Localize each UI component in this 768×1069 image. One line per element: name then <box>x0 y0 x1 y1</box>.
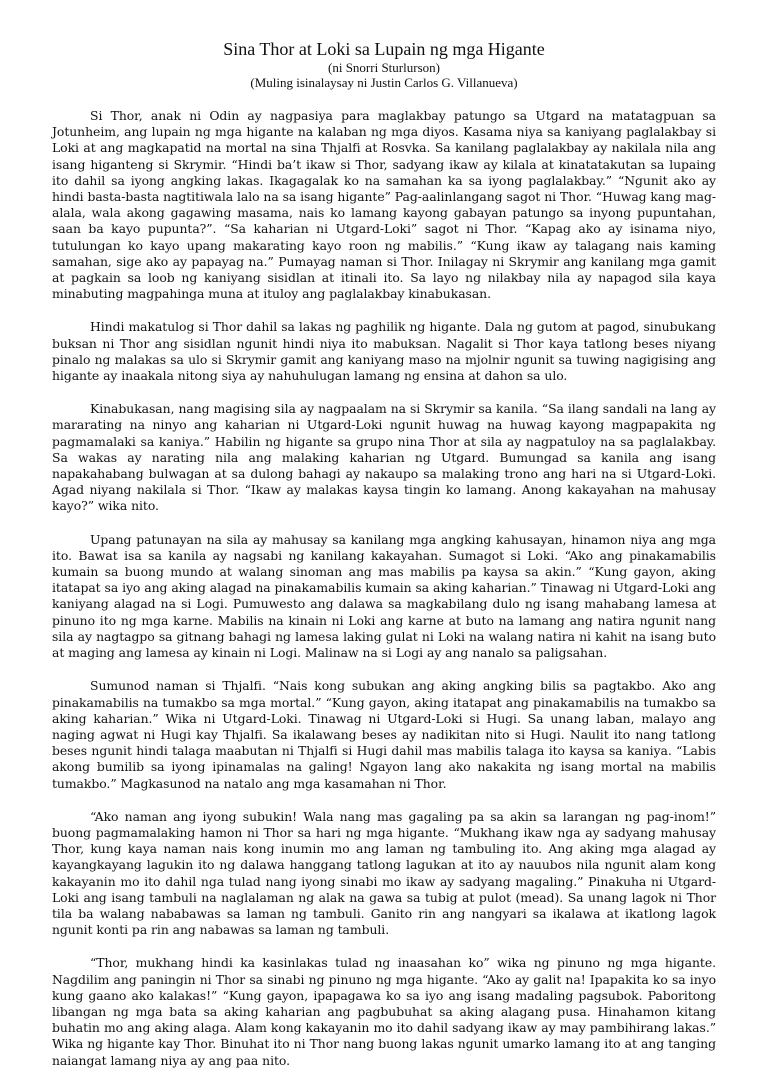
paragraph: Si Thor, anak ni Odin ay nagpasiya para maglakbay patungo sa Utgard na matatagpuan sa Jotunheim, ang lupain ng mga higante na kalaban ng mga diyos. Kasama niya sa kaniyang paglalakbay si Loki at ang magkapatid na mortal na sina Thjalfi at Rosvka. Sa kanilang paglalakbay ay nakilala nila ang isang higanteng si Skrymir. “Hindi ba’t ikaw si Thor, sadyang ikaw ay kilala at kinatatakutan sa lupaing ito dahil sa iyong angking lakas. Ikagagalak ko na samahan ka sa iyong paglalakbay.” “Ngunit ako ay hindi basta-basta nagtitiwala lalo na sa isang higante” Pag-aalinlangang sagot ni Thor. “Huwag kang mag-alala, wala akong gagawing masama, nais ko lamang kayong gabayan patungo sa inyong pupuntahan, saan ba kayo pupunta?”. “Sa kaharian ni Utgard-Loki” sagot ni Thor. “Kapag ako ay isinama niyo, tutulungan ko kayo upang makarating kayo roon ng mabilis.” “Kung ikaw ay talagang nais kaming samahan, sige ako ay papayag na.” Pumayag naman si Thor. Inilagay ni Skrymir ang kanilang mga gamit at pagkain sa loob ng kaniyang sisidlan at itinali ito. Sa layo ng nilakbay nila ay napagod sila kaya minabuting magpahinga muna at ituloy ang paglalakbay kinabukasan. <box>52 108 716 302</box>
paragraph: Kinabukasan, nang magising sila ay nagpaalam na si Skrymir sa kanila. “Sa ilang sandali na lang ay mararating na ninyo ang kaharian ni Utgard-Loki ngunit huwag na huwag kayong magpapakita ng pagmamalaki sa kaniya.” Habilin ng higante sa grupo nina Thor at sila ay nagpatuloy na sa paglalakbay. Sa wakas ay narating nila ang malaking kaharian ng Utgard. Bumungad sa kanila ang isang napakahabang bulwagan at sa dulong bahagi ay nakaupo sa malaking trono ang hari na si Utgard-Loki. Agad niyang nakilala si Thor. “Ikaw ay malakas kaysa tingin ko lamang. Anong kakayahan na mahusay kayo?” wika nito. <box>52 401 716 514</box>
document-body <box>52 108 716 1069</box>
author-line: (ni Snorri Sturlurson) <box>328 60 440 75</box>
paragraph: “Thor, mukhang hindi ka kasinlakas tulad ng inaasahan ko” wika ng pinuno ng mga higante. Nagdilim ang paningin ni Thor sa sinabi ng pinuno ng mga higante. “Ako ay galit na! Ipapakita ko sa inyo kung gaano ako kalakas!” “Kung gayon, ipapagawa ko sa iyo ang isang madaling pagsubok. Paboritong libangan ng mga bata sa aking kaharian ang pagbubuhat sa aking alagang pusa. Hinahamon kitang buhatin mo ang aking alaga. Alam kong kakayanin mo ito dahil sadyang ikaw ay may pambihirang lakas.” Wika ng higante kay Thor. Binuhat ito ni Thor nang buong lakas ngunit umarko lamang ito at ang tanging naiangat lamang niya ay ang paa nito. <box>52 955 716 1068</box>
paragraph: Sumunod naman si Thjalfi. “Nais kong subukan ang aking angking bilis sa pagtakbo. Ako ang pinakamabilis na tumakbo sa mga mortal.” “Kung gayon, aking itatapat ang pinakamabilis na tumakbo sa aking kaharian.” Wika ni Utgard-Loki. Tinawag ni Utgard-Loki si Hugi. Sa unang laban, malayo ang naging agwat ni Hugi kay Thjalfi. Sa ikalawang beses ay nadikitan nito si Hugi. Naulit ito nang tatlong beses ngunit hindi talaga maabutan ni Thjalfi si Hugi dahil mas mabilis talaga ito kaysa sa kaniya. “Labis akong bumilib sa iyong ipinamalas na galing! Ngayon lang ako nakakita ng isang mortal na mabilis tumakbo.” Magkasunod na natalo ang mga kasamahan ni Thor. <box>52 678 716 791</box>
document-title: Sina Thor at Loki sa Lupain ng mga Higante <box>223 39 545 59</box>
retold-line: (Muling isinalaysay ni Justin Carlos G. Villanueva) <box>250 75 518 90</box>
paragraph: Hindi makatulog si Thor dahil sa lakas ng paghilik ng higante. Dala ng gutom at pagod, sinubukang buksan ni Thor ang sisidlan ngunit hindi niya ito mabuksan. Nagalit si Thor kaya tatlong beses niyang pinalo ng malakas sa ulo si Skrymir gamit ang kaniyang maso na mjolnir ngunit sa tuwing nagigising ang higante ay inaakala nitong siya ay nahuhulugan lamang ng ensina at dahon sa ulo. <box>52 319 716 384</box>
paragraph: Upang patunayan na sila ay mahusay sa kanilang mga angking kahusayan, hinamon niya ang mga ito. Bawat isa sa kanila ay nagsabi ng kanilang kakayahan. Sumagot si Loki. “Ako ang pinakamabilis kumain sa buong mundo at walang sinoman ang mas mabilis pa kaysa sa akin.” “Kung gayon, aking itatapat sa iyo ang aking alagad na pinakamabilis kumain sa aking kaharian.” Tinawag ni Utgard-Loki ang kaniyang alagad na si Logi. Pumuwesto ang dalawa sa magkabilang dulo ng isang mahabang lamesa at pinuno ito ng mga karne. Mabilis na kinain ni Loki ang karne at buto na lamang ang natira ngunit nang sila ay nagtagpo sa gitnang bahagi ng lamesa laking gulat ni Loki na walang natira ni kahit na isang buto at maging ang lamesa ay kinain ni Logi. Malinaw na si Logi ay ang nanalo sa paligsahan. <box>52 531 716 661</box>
paragraph: “Ako naman ang iyong subukin! Wala nang mas gagaling pa sa akin sa larangan ng pag-inom!” buong pagmamalaking hamon ni Thor sa hari ng mga higante. “Mukhang ikaw nga ay sadyang mahusay Thor, kung kaya naman nais kong inumin mo ang laman ng tambuling ito. Ang aking mga alagad ay kayangkayang lagukin ito ng dalawa hanggang tatlong lagukan at ito ay nauubos nila ngunit alam kong kakayanin mo ito dahil nga tulad nang iyong sinabi mo ikaw ay sadyang magaling.” Pinakuha ni Utgard-Loki ang isang tambuli na naglalaman ng alak na gawa sa tubig at pulot (mead). Sa unang lagok ni Thor tila ba walang nababawas sa laman ng tambuli. Ganito rin ang nangyari sa ikalawa at ikatlong lagok ngunit konti pa rin ang nabawas sa laman ng tambuli. <box>52 808 716 938</box>
document-header <box>52 38 716 90</box>
